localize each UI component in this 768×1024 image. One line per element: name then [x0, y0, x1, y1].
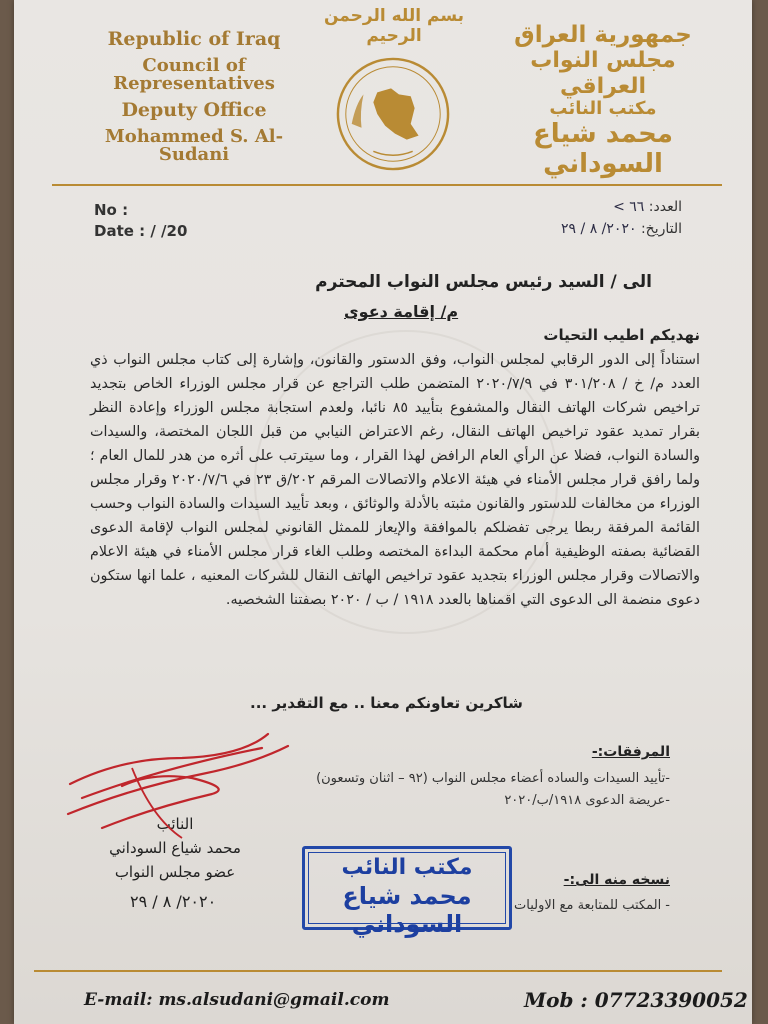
attachments-title: المرفقات:-	[591, 744, 670, 760]
header-divider	[52, 184, 722, 186]
ref-date-en: Date : / /20	[94, 222, 188, 240]
iraq-emblem-icon	[334, 55, 452, 173]
letterhead-ar-line-2: مجلس النواب العراقي	[530, 48, 676, 99]
arabic-letterhead	[488, 22, 718, 180]
letterhead-ar-line-4: محمد شياع السوداني	[532, 118, 674, 179]
ref-no-ar	[561, 196, 682, 218]
signatory-role: عضو مجلس النواب	[114, 863, 236, 881]
copies-list	[514, 898, 670, 913]
english-letterhead	[74, 30, 314, 172]
reference-ar	[561, 196, 682, 241]
ref-no-ar-value: ٦٦ >	[613, 199, 645, 215]
attachment-item: -تأييد السيدات والساده أعضاء مجلس النواب (٩٢ – اثنان وتسعون)	[316, 771, 670, 786]
attachments-list	[316, 768, 670, 812]
ref-no-en: No :	[94, 201, 129, 219]
stamp-line-1: مكتب النائب	[341, 855, 473, 880]
footer-divider	[34, 970, 722, 972]
letterhead-en-line-3: Deputy Office	[121, 99, 267, 121]
handwritten-signature	[62, 728, 292, 848]
signatory-title: النائب	[156, 815, 194, 833]
letterhead-en-line-4: Mohammed S. Al-Sudani	[104, 126, 284, 165]
ref-date-ar-value: ٢٠٢٠/ ٨ / ٢٩	[561, 221, 637, 238]
letter-paper	[14, 0, 752, 1024]
ref-date-ar	[561, 218, 682, 240]
greeting: نهديكم اطيب التحيات	[543, 326, 700, 344]
copy-item: - المكتب للمتابعة مع الاوليات	[514, 898, 670, 913]
copies-title: نسخه منه الى:-	[563, 872, 670, 888]
office-stamp	[302, 846, 512, 938]
footer-email: E-mail: ms.alsudani@gmail.com	[84, 990, 390, 1010]
letterhead-ar-line-3: مكتب النائب	[549, 98, 657, 120]
letterhead-ar-line-1: جمهورية العراق	[514, 22, 692, 48]
signatory-name: محمد شياع السوداني	[109, 839, 241, 857]
attachment-item: -عريضة الدعوى ١٩١٨/ب/٢٠٢٠	[504, 793, 670, 808]
signature-date: ٢٠٢٠/ ٨ / ٢٩	[130, 892, 217, 911]
stamp-line-2: محمد شياع السوداني	[342, 882, 472, 938]
letterhead-en-line-2: Council of Representatives	[113, 55, 275, 94]
letter-body: استناداً إلى الدور الرقابي لمجلس النواب، وفق الدستور والقانون، وإشارة إلى كتاب مجلس النواب ذي العدد م/ خ / ٣٠١/٢٠٨ في ٢٠٢٠/٧/٩ المتضمن طلب التراجع عن قرار مجلس الوزراء الخاص بتجديد تراخيص شركات الهاتف النقال والمشفوع بتأييد ٨٥ نائبا، ولعدم استجابة مجلس الوزراء وإعادة النظر بقرار تمديد عقود تراخيص الهاتف النقال، رغم الاعتراض النيابي من قبل اللجان المختصة، والسيدات والسادة النواب، فضلا عن الرأي العام الرافض لهذا القرار ، وما سيترتب على أثره من هدر للمال العام ؛ ولما رافق قرار مجلس الأمناء في هيئة الاعلام والاتصالات المرقم ٢٠٢/ق ٢٣ في ٢٠٢٠/٧/٦ وقرار مجلس الوزراء من مخالفات للدستور والقانون مثبته بالأدلة والوثائق ، وبعد تأييد السيدات والسادة النواب وحسب القائمة المرفقة ربطا يرجى تفضلكم بالموافقة والإيعاز للممثل القانوني لمجلس النواب لإقامة الدعوى القضائية بصفته الوظيفية أمام محكمة البداءة المختصه وطلب الغاء قرار مجلس الأمناء في هيئة الاعلام والاتصالات وقرار مجلس الوزراء بتجديد عقود تراخيص الهاتف النقال للشركات المعنيه ، علما انها ستكون دعوى منضمة الى الدعوى التي اقمناها بالعدد ١٩١٨ / ب / ٢٠٢٠ بصفتنا الشخصيه.	[90, 352, 700, 608]
reference-en	[94, 200, 187, 242]
ref-no-ar-label: العدد:	[648, 199, 682, 215]
letterhead-en-line-1: Republic of Iraq	[107, 28, 281, 50]
subject: م/ إقامة دعوى	[344, 302, 459, 321]
footer-mobile: Mob : 07723390052	[524, 988, 748, 1012]
basmala: بسم الله الرحمن الرحيم	[323, 6, 465, 46]
closing-thanks: شاكرين تعاونكم معنا .. مع التقدير ...	[250, 694, 523, 712]
stamp-border	[308, 852, 506, 924]
addressee: الى / السيد رئيس مجلس النواب المحترم	[315, 272, 652, 292]
ref-date-ar-label: التاريخ:	[640, 221, 682, 238]
